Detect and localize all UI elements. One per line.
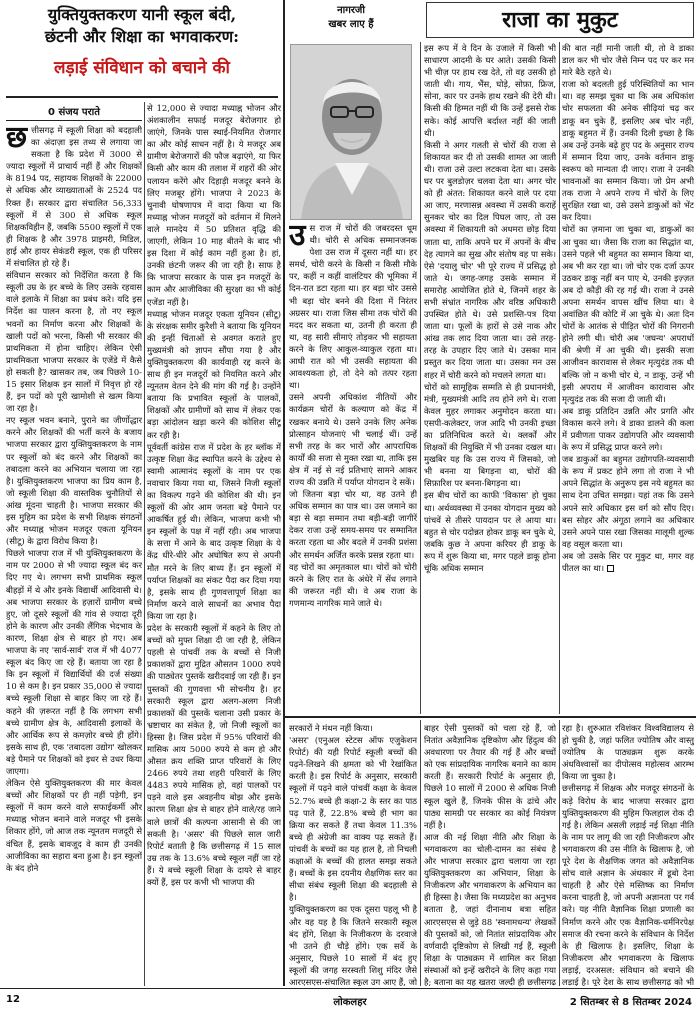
paragraph xyxy=(562,550,694,574)
article-column-1 xyxy=(6,124,142,986)
paragraph: बाहर ऐसी पुस्तकों को चला रहे हैं, जो नितांत अवैज्ञानिक दृष्टिकोण और हिंदुत्व की अवधारणा पर तैयार की गई हैं और बच्चों को एक सांप्रदायिक नागरिक बनाने का काम करती हैं। सरकारी रिपोर्ट के अनुसार ही, पिछले 10 सालों में 2000 से अधिक निजी स्कूल खुले हैं, जिनके फीस के ढांचे और पाठ्य सामग्री पर सरकार का कोई नियंत्रण नहीं है। xyxy=(424,723,556,830)
byline-divider xyxy=(6,120,142,121)
portrait-illustration xyxy=(291,45,412,220)
byline: 0 संजय पराते xyxy=(48,107,100,118)
paragraph: किसी ने अगर गलती से चोरों की राजा से शिकायत कर दी तो उसकी शामत आ जाती थी। राजा उसे उल्टा लटकवा देता था। उसके घर पर बुलडोज़र चलवा देता था। अगर चोर को ही अंतत: शिकायत करने वाले पर दया आ जाए, मरणासन्न अवस्था में उसकी कराहें सुनकर चोर का दिल पिघल जाए, तो उस अवस्था में शिकायती को अधमरा छोड़ दिया जाता था, ताकि अपने घर में अपनों के बीच देह त्यागने का सुख और संतोष वह पा सके। ऐसे 'दयालु चोर' भी पूरे राज्य में प्रसिद्ध हो जाते थे। जगह-जगह उसके सम्मान में समारोह आयोजित होते थे, जिनमें शहर के सभी संभ्रांत नागरिक और वरिष्ठ अधिकारी उपस्थित होते थे। उसे प्रशस्ति-पत्र दिया जाता था। फूलों के हारों से उसे नाक और आंख तक लाद दिया जाता था। उसे तरह-तरह के उपहार दिए जाते थे। उसका मान प्रस्तुत कर दिया जाता था। उसका मन उस शहर में चोरी करने को मचलने लगता था। xyxy=(424,139,556,380)
headline-line-2: छंटनी और शिक्षा का भगवाकरण: xyxy=(44,27,240,46)
article-column-3 xyxy=(289,722,417,986)
end-mark-icon xyxy=(607,565,614,572)
paragraph: त्तीसगढ़ में स्कूली शिक्षा को बदहाली का अंदाज़ा इस तथ्य से लगाया जा सकता है कि प्रदेश में 3000 से ज्यादा स्कूलों में प्राचार्य नहीं हैं और शिक्षकों के 8194 पद, सहायक शिक्षकों के 22000 से अधिक और व्याख्याताओं के 2524 पद रिक्त हैं। सरकार द्वारा संचालित 56,333 स्कूलों में से 300 से अधिक स्कूल शिक्षकविहीन हैं, जबकि 5500 स्कूलों में एक ही शिक्षक है और 3978 प्राइमरी, मिडिल, हाई और हायर सेकंडरी स्कूल, एक ही परिसर में संचालित हो रहे हैं। xyxy=(6,125,142,269)
paragraph: चोरों को सामूहिक सम्मति से ही प्रधानमंत्री, मंत्री, मुख्यमंत्री आदि तय होने लगे थे। राजा केवल मुहर लगाकर अनुमोदन करता था। एसपी-कलेक्टर, जज आदि भी उनकी इच्छा का प्रतिनिधित्व करते थे। क्लर्कों और शिक्षकों की नियुक्ति में भी उनका दखल था। मुखबिर यह कि उस राज्य में जिसको, जो भी बनना या बिगड़ना था, चोरों की सिफ़ारिश पर बनना-बिगड़ना था। xyxy=(424,381,556,489)
story-column-3 xyxy=(562,42,694,712)
article-column-5 xyxy=(562,722,694,986)
publication-name: लोकलहर xyxy=(333,997,367,1008)
closing-line: अब जो उसके सिर पर मुकुट था, मगर वह पीतल का था। xyxy=(562,550,694,574)
paragraph: की बात नहीं मानी जाती थी, तो वे डाका डाल कर भी चोर जैसे निम्न पद पर कर मन मारे बैठे रहते थे। xyxy=(562,43,694,78)
column-title-1: नागरजी xyxy=(337,5,365,16)
paragraph: पिछले भाजपा राज में भी युक्तियुक्तकरण के नाम पर 2000 से भी ज्यादा स्कूल बंद कर दिए गए थे। लगभग सभी प्राथमिक स्कूल बीहड़ों में थे और इनके विद्यार्थी आदिवासी थे। अब भाजपा सरकार के हज़ारों ग्रामीण बच्चे हुए, जो दूसरे स्कूलों की गांव से ज्यादा दूरी होने के कारण और उनकी लैंगिक भेदभाव के कारण, शिक्षा क्षेत्र से बाहर हो गए। अब भाजपा के नए 'सार्व-सार्व' राज में भी 4077 स्कूल बंद किए जा रहे हैं। बताया जा रहा है कि इन स्कूलों में विद्यार्थियों की दर्ज संख्या 10 से कम है। इन प्रकार 35,000 से ज्यादा बच्चे स्कूली शिक्षा से बाहर किए जा रहे हैं। कहने की ज़रूरत नहीं है कि लगभग सभी बच्चे ग्रामीण क्षेत्र के, आदिवासी इलाकों के और आर्थिक रूप से कमज़ोर बच्चे ही होंगे। इसके साथ ही, एक 'तबादला उद्योग' खोलकर बड़े पैमाने पर शिक्षकों को इधर से उधर किया जाएगा। xyxy=(6,548,142,776)
paragraph: संविधान सरकार को निर्देशित करता है कि स्कूली उम्र के हर बच्चे के लिए उसके रहवास वाले इलाके में शिक्षा का प्रबंध करे। यदि इस निर्देश का पालन करना है, तो नए स्कूल भवनों का निर्माण करना और शिक्षकों के खाली पदों को भरना, किसी भी सरकार की प्राथमिकता में होना चाहिए। लेकिन ऐसी प्राथमिकता भाजपा सरकार के एजेंडे में कैसे हो सकती है? खासकर तब, जब पिछले 10-15 इसार शिक्षक इन सालों में निवृत्त हो रहे हैं, इन पदों को पूरी खामोशी से खत्म किया जा रहा है। xyxy=(6,270,142,414)
column-title-2: खबर लाए हैं xyxy=(328,19,374,30)
article-column-4 xyxy=(424,722,556,986)
headline-line-1: युक्तियुक्तकरण यानी स्कूल बंदी, xyxy=(47,5,237,24)
paragraph: अब डाकू प्रतिदिन उन्नति और प्रगति और विकास करने लगे। वे डाका डालने की कला में प्रवीणता पाकर उद्योगपति और व्यवसायी के रूप में प्रसिद्ध प्राप्त करने लगे। xyxy=(562,405,694,453)
column-separator xyxy=(559,42,560,714)
article-headline xyxy=(6,4,278,80)
story-bottom-divider xyxy=(285,716,696,718)
paragraph: रहा है। शुरुआत रविशंकर विश्वविद्यालय से हो चुकी है, जहां फलित ज्योतिष और वास्तु ज्योतिष के पाठ्यक्रम शुरू करके अंधविश्वासों का दीपोत्सव महोत्सव आरम्भ किया जा चुका है। xyxy=(562,723,694,782)
closing-paragraph: छत्तीसगढ़ में शिक्षक और मजदूर संगठनों के कड़े विरोध के बाद भाजपा सरकार द्वारा युक्तियुक्तकरण की मुहिम फिलहाल रोक दी गई है। लेकिन असली लड़ाई नई शिक्षा नीति के नाम पर लागू की जा रही निजीकरण और भगवाकरण की उस नीति के खिलाफ है, जो पूरे देश के शैक्षणिक जगत को अवैज्ञानिक सोच वाले अज्ञान के अंधकार में डूबो देना चाहती है और ऐसे मस्तिष्क का निर्माण करना चाहती है, जो अपनी अज्ञानता पर गर्व करे। यह नीति वैज्ञानिक शिक्षा प्रणाली का निर्माण करने और एक वैज्ञानिक-धर्मनिरपेक्ष समाज की रचना करने के संविधान के निर्देश के ही खिलाफ है। इसलिए, शिक्षा के निजीकरण और भगवाकरण के खिलाफ लड़ाई, दरअसल: संविधान को बचाने की लड़ाई है। पूरे देश के साथ छत्तीसगढ़ को भी xyxy=(562,783,694,986)
author-photo xyxy=(290,44,412,220)
story-title: राजा का मुकुट xyxy=(426,2,694,38)
paragraph: नए स्कूल भवन बनाने, पुराने का जीर्णोद्धार करने और शिक्षकों की भर्ती करने के बजाय भाजपा सरकार द्वारा युक्तियुक्तकरण के नाम पर स्कूलों को बंद करने और शिक्षकों का तबादला करने का अभियान चलाया जा रहा है। युक्तियुक्तकरण भाजपा का प्रिय काम है, जो स्कूली शिक्षा की वास्तविक चुनौतियों से आंख मूंदना चाहती है। भाजपा सरकार की इस मुहिम का प्रदेश के सभी शिक्षक संगठनों और मध्याह्न भोजन मजदूर एकता यूनियन (सीटू) के द्वारा विरोध किया है। xyxy=(6,415,142,547)
paragraph: जो जितना बड़ा चोर था, वह उतने ही अधिक सम्मान का पात्र था। उस जमाने का बड़ा से बड़ा सम्मान तथा बड़ी-बड़ी जागीरें देकर राजा उन्हें समय-समय पर सम्मानित करता रहता था और बदले में उनकी प्रशंसा और समर्थन अर्जित करके प्रसन्न रहता था। xyxy=(289,489,417,560)
paragraph: से 12,000 से ज्यादा मध्याह्न भोजन और अंशकालीन सफाई मजदूर बेरोजगार हो जाएंगे, जिनके पास स्थाई-नियमित रोजगार का और कोई साधन नहीं है। ये मजदूर अब ग्रामीण बेरोजगारों की फौज बढ़ाएंगे, या फिर किसी और काम की तलाश में शहरों की ओर पलायन करेंगे और दिहाड़ी मजदूर बनने के लिए मजबूर होंगे। भाजपा ने 2023 के चुनावी घोषणापत्र में वादा किया था कि मध्याह्न भोजन मजदूरों को वर्तमान में मिलने वाले मानदेय में 50 प्रतिशत वृद्धि की जाएगी, लेकिन 10 माह बीतने के बाद भी इस दिशा में कोई काम नहीं हुआ है। हां, उनकी छंटनी जरूर की जा रही है। साफ है कि भाजपा सरकार के पास इन मजदूरों के काम और आजीविका की सुरक्षा का भी कोई एजेंडा नहीं है। xyxy=(147,103,281,307)
paragraph: सरकारों ने मंथन नहीं किया। xyxy=(289,723,373,733)
paragraph: जब डाकुओं का बहुमत उद्योगपति-व्यवसायी के रूप में प्रकट होने लगा तो राजा ने भी अपने सिद्धांत के अनुरूप इस नये बहुमत का साथ देना उचित समझा। यहां तक कि उसने अपने सारे अधिकार इस वर्ग को सौंप दिए। बस सोहर और अंगूठा लगाने का अधिकार उसने अपने पास रखा जिसका मालूमी शुल्क वह वसूल करता था। xyxy=(562,454,694,549)
headline-line-3: लड़ाई संविधान को बचाने की xyxy=(54,58,230,78)
column-separator xyxy=(420,720,421,986)
column-separator xyxy=(144,102,145,986)
paragraph: वह चोरों का अमृतकाल था। चोरों को चोरी करने के लिए रात के अंधेरे में सेंध लगाने की जरूरत नहीं थी। वे अब राजा के गणमान्य नागरिक माने जाते थे। xyxy=(289,561,417,608)
paragraph: मध्याह्न भोजन मजदूर एकता यूनियन (सीटू) के संरक्षक समीर कुरैशी ने बताया कि यूनियन की इन्हीं चिंताओं से अवगत कराते हुए मुख्यमंत्री को ज्ञापन सौंपा गया है और युक्तियुक्तकरण की कार्यवाही रद्द करने के साथ ही इन मजदूरों को नियमित करने और न्यूनतम वेतन देने की मांग की गई है। उन्होंने बताया कि प्रभावित स्कूलों के पालकों, शिक्षकों और ग्रामीणों को साथ में लेकर एक बड़ा आंदोलन खड़ा करने की कोशिश सीटू कर रही है। xyxy=(147,308,281,440)
paragraph: इस रूप में वे दिन के उजाले में किसी भी साधारण आदमी के घर आते। उसकी किसी भी चीज़ पर हाथ रख देते, तो वह उसकी हो जाती थी। गाय, भैंस, घोड़े, सोफ़ा, फ्रिज, सोना, कार पर उनके हाथ रखने की देरी थी। किसी की हिम्मत नहीं थी कि उन्हें इससे रोक सके। कोई आपत्ति बर्दाश्त नहीं की जाती थी। xyxy=(424,43,556,138)
section-divider xyxy=(283,0,285,986)
footer-divider xyxy=(0,988,700,989)
paragraph: स राज में चोरों की जबरदस्त धूम थी। चोरी से अधिक सम्मानजनक पेशा उस राज में दूसरा नहीं था। हर समर्थ, चोरी करने के किसी न किसी मौके पर, कहीं न कहीं वालंटियर की भूमिका में दिन-रात डटा रहता था। हर बड़ा चोर उससे भी बड़ा चोर बनने की दिशा में निरंतर अग्रसर था। राजा जिस सीमा तक चोरों की मदद कर सकता था, उतनी ही करता ही था, वह सारी सीमाएं तोड़कर भी सहायता करने के लिए आकुल-व्याकुल रहता था। आधी रात को भी उसकी सहायता की आवश्यकता हो, तो देने को तत्पर रहता था। xyxy=(289,223,417,391)
paragraph: इस बीच चोरों का काफी 'विकास' हो चुका था। अर्थव्यवस्था में उनका योगदान मुख्य को पांचवें से तीसरे पायदान पर ले आया था। बहुत से चोर पदोन्नत होकर डाकू बन चुके थे, जबकि कुछ ने अपना करियर ही डाकू के रूप में शुरू किया था, मगर पहले डाकू होना चूंकि अधिक सम्मान xyxy=(424,490,556,574)
paragraph: प्रदेश के सरकारी स्कूलों में कहने के लिए तो बच्चों को मुफ्त शिक्षा दी जा रही है, लेकिन पहली से पांचवीं तक के बच्चों से निजी प्रकाशकों द्वारा मुद्रित औसतन 1000 रुपये की पाठ्येतर पुस्तकें खरीदवाई जा रही हैं। इन पुस्तकों की गुणवत्ता भी सोचनीय है। हर सरकारी स्कूल द्वारा अलग-अलग निजी प्रकाशकों की पुस्तकें चलाना उसी प्रकार के भ्रष्टाचार का संकेत है, जो निजी स्कूलों का हिस्सा है। जिस प्रदेश में 95% परिवारों की मासिक आय 5000 रुपये से कम हो और औसत क्रय शक्ति प्राप्त परिवारों के लिए 2466 रुपये तथा शहरी परिवारों के लिए 4483 रुपये मासिक हो, वहां पालकों पर पड़ने वाले इस अवहनीय बोझ और इसके कारण शिक्षा क्षेत्र से बाहर होने वाले/रह जाने वाले छात्रों की कल्पना आसानी से की जा सकती है। 'असर' की पिछले साल जारी रिपोर्ट बताती है कि छत्तीसगढ़ में 15 साल उम्र तक के 13.6% बच्चे स्कूल नहीं जा रहे हैं। ये बच्चे स्कूली शिक्षा के दायरे से बाहर क्यों हैं, इस पर कभी भी भाजपा की xyxy=(147,623,281,887)
article-column-2 xyxy=(147,102,281,986)
story-column-1 xyxy=(289,222,417,712)
paragraph: 'असर' (एनुअल स्टेटस ऑफ एजुकेशन रिपोर्ट) की यही रिपोर्ट स्कूली बच्चों की पढ़ने-लिखने की क्षमता को भी रेखांकित करती है। इस रिपोर्ट के अनुसार, सरकारी स्कूलों में पढ़ने वाले पांचवीं कक्षा के केवल 52.7% बच्चे ही कक्षा-2 के स्तर का पाठ पढ़ पाते हैं, 22.8% बच्चे ही भाग का क्रिया कर सकते हैं तथा केवल 11.3% बच्चे ही अंग्रेजी का वाक्य पढ़ सकते हैं। पांचवीं के बच्चों का यह हाल है, तो निचली कक्षाओं के बच्चों की हालत समझ सकते हैं। बच्चों के इस दयनीय शैक्षणिक स्तर का सीधा संबंध स्कूली शिक्षा की बदहाली से है। xyxy=(289,735,417,903)
headline-divider xyxy=(6,96,278,98)
paragraph: पूर्ववर्ती कांग्रेस राज में प्रदेश के हर ब्लॉक में उत्कृष्ट शिक्षा केंद्र स्थापित करने के उद्देश्य से स्वामी आत्मानंद स्कूलों के नाम पर एक नवाचार किया गया था, जिसने निजी स्कूलों का विकल्प गढ़ने की कोशिश की थी। इन स्कूलों की ओर आम जनता बड़े पैमाने पर आकर्षित हुई थी। लेकिन, भाजपा कभी भी इन स्कूलों के पक्ष में नहीं रही। अब भाजपा के सत्ता में आने के बाद उत्कृष्ट शिक्षा के ये केंद्र धीरे-धीरे और अघोषित रूप से अपनी मौत मरने के लिए बाध्य हैं। इन स्कूलों में पर्याप्त शिक्षकों का संकट पैदा कर दिया गया है, इसके साथ ही गुणवत्तापूर्ण शिक्षा का निर्माण करने वाले साधनों का अभाव पैदा किया जा रहा है। xyxy=(147,441,281,621)
paragraph: राजा को बदलती हुई परिस्थितियों का भान था। वह समझ चुका था कि अब अधिकांश चोर सफलता की अनेक सीढ़ियां चढ़ कर डाकू बन चुके हैं, इसलिए अब चोर नहीं, डाकू बहुमत में हैं। उनकी दिली इच्छा है कि अब उन्हें उनके बढ़े हुए पद के अनुसार राज्य में सम्मान दिया जाए, उनके वर्तमान डाकू स्वरूप को मान्यता दी जाए। राजा ने उनकी भावनाओं का सम्मान किया। जो प्रेम अभी तक राजा ने अपने राज्य में चोरों के लिए सुरक्षित रखा था, उसे उसने डाकुओं को भेंट कर दिया। xyxy=(562,79,694,223)
column-separator xyxy=(559,720,560,986)
paragraph: लेकिन ऐसे युक्तियुक्तकरण की मार केवल बच्चों और शिक्षकों पर ही नहीं पड़ेगी, इन स्कूलों में काम करने वाले सफाईकर्मी और मध्याह्न भोजन बनाने वाले मजदूर भी इसके शिकार होंगे, जो आज तक न्यूनतम मजदूरी से वंचित हैं, इसके बावजूद वे काम ही उनकी आजीविका का सहारा बना हुआ है। इन स्कूलों के बंद होने xyxy=(6,778,142,873)
dropcap: छ xyxy=(6,124,28,155)
paragraph: युक्तियुक्तकरण का एक दूसरा पहलू भी है और वह यह है कि जितने सरकारी स्कूल बंद होंगे, शिक्षा के निजीकरण के दरवाजे भी उतने ही चौड़े होंगे। एक सर्वे के अनुसार, पिछले 10 सालों में बंद हुए स्कूलों की जगह सरस्वती शिशु मंदिर जैसे आरएसएस-संचालित स्कूल उग आए हैं, जो xyxy=(289,904,417,986)
column-header xyxy=(286,4,416,32)
paragraph: उसने अपनी अधिकांश नीतियों और कार्यक्रम चोरों के कल्याण को केंद्र में रखकर बनाये थे। उसने उनके लिए अनेक प्रोत्साहन योजनाएं भी चलाई थीं। उन्हें सभी तरह के कर भारों और आपराधिक कार्यों की सजा से मुक्त रखा था, ताकि इस क्षेत्र में नई से नई प्रतिभाएं सामने आकर राज्य की उन्नति में पर्याप्त योगदान दे सकें। xyxy=(289,392,417,487)
page-footer xyxy=(0,990,700,1012)
paragraph xyxy=(562,782,694,986)
paragraph: आज की नई शिक्षा नीति और शिक्षा के भगवाकरण का चोली-दामन का संबंध है और भाजपा सरकार द्वारा चलाया जा रहा युक्तियुक्तकरण का अभियान, शिक्षा के निजीकरण और भगवाकरण के अभियान का ही हिस्सा है। जैसा कि मध्यप्रदेश का अनुभव बताता है, जहां दीनानाथ बत्रा सहित आरएसएस से जुड़े 88 'स्वनामधन्य' लेखकों की पुस्तकों को, जो नितांत सांप्रदायिक और वर्णवादी दृष्टिकोण से लिखी गई हैं, स्कूली शिक्षा के पाठ्यक्रम में शामिल कर शिक्षा संस्थाओं को इन्हें खरीदने के लिए कहा गया है; बताना का यह खतरा जल्दी ही छत्तीसगढ़ xyxy=(424,831,556,986)
issue-date: 2 सितम्बर से 8 सितम्बर 2024 xyxy=(569,997,692,1008)
column-separator xyxy=(420,42,421,714)
story-column-2 xyxy=(424,42,556,712)
paragraph: चोरों का ज़माना जा चुका था, डाकुओं का आ चुका था। जैसा कि राजा का सिद्धांत था, उसने पहले भी बहुमत का सम्मान किया था, अब भी कर रहा था। जो चोर एक दर्जा ऊपर उठकर डाकू नहीं बन पाए थे, उनकी इज़्ज़त अब दो कौड़ी की रह गई थी। राजा ने उनसे अपना समर्थन वापस खींच लिया था। वे अवांछित की कोटि में आ चुके थे। अतः दिन चोरों के आतंक से पीड़ित चोरों की निगरानी होने लगी थी। चोरी अब 'जघन्य' अपराधों की श्रेणी में आ चुकी थी। इसकी सजा आजीवन कारावास से लेकर मृत्युदंड तक थी बल्कि जो न कभी चोर थे, न डाकू, उन्हें भी इसी अपराध में आजीवन कारावास और मृत्युदंड तक की सजा दी जाती थी। xyxy=(562,224,694,404)
dropcap: उ xyxy=(289,222,306,253)
page-number: 12 xyxy=(6,994,20,1005)
